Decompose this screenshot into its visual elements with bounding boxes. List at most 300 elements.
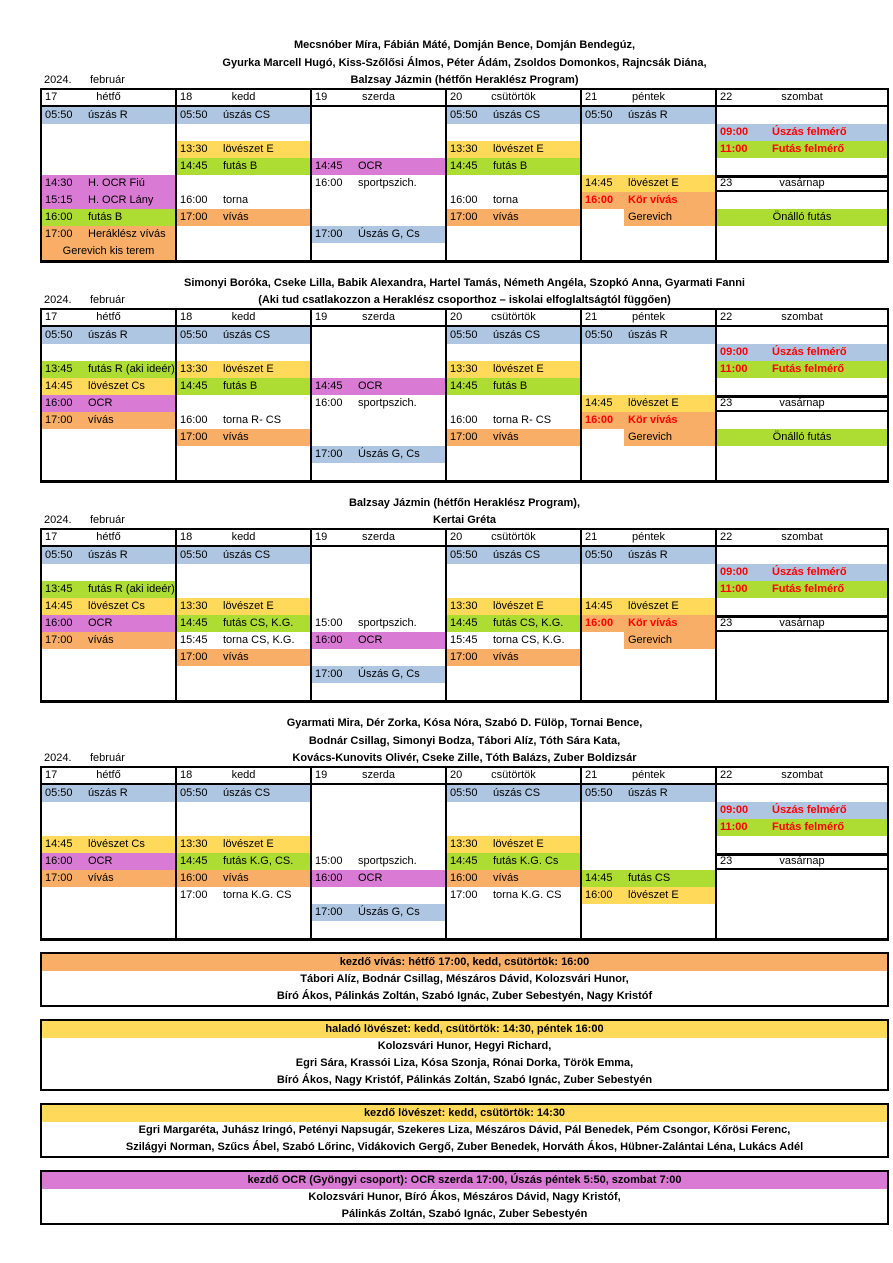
schedule-cell (447, 615, 580, 632)
day-name: hétfő (96, 769, 121, 781)
schedule-cell (582, 581, 715, 598)
year-label: 2024. (44, 514, 72, 526)
cell-label: vívás (493, 431, 519, 443)
cell-label: vívás (223, 211, 249, 223)
cell-time: 05:50 (180, 787, 208, 799)
schedule-cell (312, 785, 445, 802)
day-name: péntek (631, 91, 666, 103)
schedule-cell (447, 649, 580, 666)
schedule-cell (447, 904, 580, 921)
day-name: kedd (231, 531, 256, 543)
table-title-line: Gyarmati Mira, Dér Zorka, Kósa Nóra, Szabó D. Fülöp, Tornai Bence, (286, 717, 643, 729)
cell-label: Heráklész vívás (88, 228, 166, 240)
schedule-cell (717, 887, 887, 904)
schedule-cell (177, 327, 310, 344)
schedule-cell (42, 226, 175, 243)
cell-time: 17:00 (450, 651, 478, 663)
day-header-17 (42, 90, 175, 107)
cell-label: úszás CS (493, 549, 541, 561)
day-column-20 (447, 530, 582, 700)
cell-label: úszás R (88, 787, 128, 799)
schedule-cell (177, 853, 310, 870)
schedule-cell (177, 175, 310, 192)
cell-time: 05:50 (585, 109, 613, 121)
cell-time: 05:50 (450, 329, 478, 341)
schedule-week-group-2 (40, 274, 889, 483)
day-column-21 (582, 90, 717, 260)
day-column-19 (312, 90, 447, 260)
schedule-cell (312, 632, 445, 649)
day-header-20 (447, 768, 580, 785)
day-column-22 (717, 768, 887, 938)
note-name-line: Kolozsvári Hunor, Bíró Ákos, Mészáros Dávid, Nagy Kristóf, (308, 1191, 621, 1203)
schedule-cell (717, 564, 887, 581)
cell-time: 14:30 (45, 177, 73, 189)
day-number: 21 (585, 531, 598, 543)
cell-time: 17:00 (315, 448, 343, 460)
schedule-cell (582, 463, 715, 480)
schedule-cell (177, 615, 310, 632)
schedule-cell (177, 361, 310, 378)
schedule-cell (42, 853, 175, 870)
schedule-cell (582, 429, 715, 446)
schedule-cell (177, 598, 310, 615)
cell-label: H. OCR Lány (88, 194, 154, 206)
schedule-cell (447, 141, 580, 158)
schedule-cell (582, 649, 715, 666)
cell-time: 15:45 (450, 634, 478, 646)
schedule-cell (312, 564, 445, 581)
day-column-19 (312, 768, 447, 938)
day-name: szombat (781, 311, 823, 323)
day-number: 17 (45, 531, 58, 543)
day-number: 18 (180, 91, 193, 103)
cell-label: lövészet E (223, 838, 274, 850)
week-grid (40, 88, 889, 263)
schedule-cell (582, 904, 715, 921)
schedule-cell (447, 666, 580, 683)
schedule-cell (312, 921, 445, 938)
cell-time: 14:45 (180, 855, 208, 867)
cell-time: 16:00 (45, 397, 73, 409)
note-box-kezdo-loveszet (40, 1103, 889, 1158)
schedule-cell (42, 463, 175, 480)
cell-label: OCR (358, 634, 383, 646)
cell-time: 14:45 (450, 855, 478, 867)
table-title-line: Bodnár Csillag, Simonyi Bodza, Tábori Alíz, Tóth Sára Kata, (308, 735, 621, 747)
cell-label: Úszás G, Cs (358, 906, 420, 918)
schedule-cell (312, 327, 445, 344)
cell-label: torna (223, 194, 249, 206)
cell-time: 16:00 (45, 855, 73, 867)
cell-time: 13:30 (450, 600, 478, 612)
cell-label: vívás (493, 651, 519, 663)
schedule-cell (582, 819, 715, 836)
schedule-cell (447, 107, 580, 124)
schedule-cell (717, 124, 887, 141)
day-number: 17 (45, 769, 58, 781)
cell-label: Úszás felmérő (772, 346, 847, 358)
schedule-cell (312, 870, 445, 887)
cell-label: úszás R (88, 329, 128, 341)
day-name: hétfő (96, 531, 121, 543)
schedule-cell (447, 887, 580, 904)
cell-label: lövészet E (628, 889, 679, 901)
schedule-cell (177, 107, 310, 124)
cell-label: sportpszich. (358, 855, 417, 867)
cell-label: sportpszich. (358, 177, 417, 189)
table-meta-row (40, 292, 889, 308)
day-number: 23 (720, 855, 733, 867)
schedule-cell (42, 649, 175, 666)
cell-time: 14:45 (315, 380, 343, 392)
schedule-cell (177, 564, 310, 581)
schedule-cell (717, 361, 887, 378)
schedule-cell (177, 802, 310, 819)
note-name-line: Bíró Ákos, Nagy Kristóf, Pálinkás Zoltán, Szabó Ignác, Zuber Sebestyén (276, 1074, 653, 1086)
schedule-cell (177, 446, 310, 463)
day-name: hétfő (96, 91, 121, 103)
schedule-cell (447, 361, 580, 378)
day-number: 18 (180, 769, 193, 781)
table-title-block (40, 274, 889, 292)
schedule-cell (42, 598, 175, 615)
cell-label: vívás (88, 634, 114, 646)
cell-label: vívás (223, 872, 249, 884)
cell-label: Futás felmérő (772, 821, 845, 833)
cell-label: Önálló futás (772, 431, 832, 443)
cell-label: OCR (88, 397, 113, 409)
schedule-cell (177, 412, 310, 429)
cell-time: 05:50 (45, 329, 73, 341)
schedule-cell (582, 378, 715, 395)
cell-label: Futás felmérő (772, 583, 845, 595)
day-header-21 (582, 530, 715, 547)
schedule-cell (717, 904, 887, 921)
cell-label: vívás (88, 414, 114, 426)
day-name: szerda (361, 91, 396, 103)
schedule-cell (42, 175, 175, 192)
cell-label: Úszás G, Cs (358, 668, 420, 680)
schedule-cell (717, 344, 887, 361)
day-header-22 (717, 90, 887, 107)
cell-label: futás B (223, 380, 258, 392)
schedule-cell (177, 378, 310, 395)
schedule-cell (177, 547, 310, 564)
table-title-block (40, 36, 889, 72)
day-name: szombat (781, 91, 823, 103)
cell-label: lövészet E (628, 397, 679, 409)
day-number: 20 (450, 769, 463, 781)
cell-time: 05:50 (45, 109, 73, 121)
day-number: 21 (585, 91, 598, 103)
day-header-20 (447, 90, 580, 107)
schedule-cell (582, 632, 715, 649)
schedule-cell (582, 327, 715, 344)
cell-label: futás B (223, 160, 258, 172)
day-header-18 (177, 768, 310, 785)
cell-time: 13:30 (450, 838, 478, 850)
note-header: haladó lövészet: kedd, csütörtök: 14:30, péntek 16:00 (42, 1021, 887, 1038)
day-number: 23 (720, 177, 733, 189)
cell-label: OCR (358, 380, 383, 392)
schedule-cell (447, 446, 580, 463)
table-title-line: Balzsay Jázmin (hétfőn Heraklész Program), (348, 497, 581, 509)
schedule-cell (582, 226, 715, 243)
cell-label: OCR (88, 855, 113, 867)
schedule-cell (582, 564, 715, 581)
schedule-cell (42, 124, 175, 141)
schedule-cell (42, 666, 175, 683)
schedule-cell (312, 802, 445, 819)
day-column-17 (42, 768, 177, 938)
schedule-cell (447, 581, 580, 598)
schedule-cell (447, 598, 580, 615)
schedule-cell (447, 243, 580, 260)
day-number: 22 (720, 311, 733, 323)
cell-time: 14:45 (180, 160, 208, 172)
schedule-cell (42, 429, 175, 446)
cell-label: torna R- CS (223, 414, 282, 426)
day-name: péntek (631, 311, 666, 323)
schedule-cell (447, 412, 580, 429)
month-label: február (90, 514, 125, 526)
cell-time: 13:30 (450, 363, 478, 375)
cell-time: 15:00 (315, 855, 343, 867)
schedule-cell (717, 802, 887, 819)
schedule-cell (42, 412, 175, 429)
table-title-line: Simonyi Boróka, Cseke Lilla, Babik Alexandra, Hartel Tamás, Németh Angéla, Szopkó Anna, Gyarmati Fanni (184, 277, 745, 289)
cell-time: 14:45 (315, 160, 343, 172)
schedule-cell (42, 209, 175, 226)
table-meta-row (40, 512, 889, 528)
schedule-cell (42, 887, 175, 904)
cell-time: 16:00 (315, 177, 343, 189)
day-column-19 (312, 310, 447, 480)
schedule-cell (582, 361, 715, 378)
cell-time: 11:00 (720, 821, 748, 833)
schedule-cell (42, 158, 175, 175)
schedule-cell (312, 836, 445, 853)
cell-label: Úszás felmérő (772, 804, 847, 816)
schedule-cell (717, 836, 887, 853)
schedule-cell (177, 192, 310, 209)
schedule-cell (582, 887, 715, 904)
schedule-cell (717, 327, 887, 344)
day-name: kedd (231, 311, 256, 323)
cell-label: vívás (493, 872, 519, 884)
day-number: 19 (315, 91, 328, 103)
cell-time: 11:00 (720, 583, 748, 595)
day-name: vasárnap (779, 397, 825, 409)
cell-time: 05:50 (180, 549, 208, 561)
schedule-cell (447, 429, 580, 446)
cell-time: 16:00 (315, 634, 343, 646)
cell-time: 16:00 (585, 194, 614, 206)
cell-time: 05:50 (45, 549, 73, 561)
cell-time: 13:45 (45, 363, 73, 375)
day-number: 22 (720, 91, 733, 103)
cell-time: 09:00 (720, 566, 749, 578)
cell-label: futás B (493, 380, 528, 392)
cell-label: futás B (493, 160, 528, 172)
schedule-cell (447, 785, 580, 802)
cell-label: futás K.G, CS. (223, 855, 294, 867)
schedule-cell (312, 683, 445, 700)
schedule-cell (447, 344, 580, 361)
day-column-20 (447, 310, 582, 480)
cell-label: Gerevich (628, 211, 673, 223)
schedule-cell (717, 226, 887, 243)
schedule-cell (582, 141, 715, 158)
cell-label: futás CS, K.G. (493, 617, 564, 629)
day-header-19 (312, 768, 445, 785)
cell-time: 13:45 (45, 583, 73, 595)
table-title-line: Gyurka Marcell Hugó, Kiss-Szőlősi Álmos, Péter Ádám, Zsoldos Domonkos, Rajncsák Diána, (222, 57, 707, 69)
cell-label: H. OCR Fiú (88, 177, 145, 189)
schedule-cell (717, 819, 887, 836)
cell-label: torna K.G. CS (223, 889, 292, 901)
cell-label: lövészet E (493, 600, 544, 612)
table-subtitle: (Aki tud csatlakozzon a Heraklész csoporthoz – iskolai elfoglaltságtól függően) (258, 294, 671, 306)
schedule-cell (312, 666, 445, 683)
cell-time: 17:00 (45, 872, 73, 884)
schedule-cell (447, 564, 580, 581)
schedule-cell (312, 243, 445, 260)
cell-time: 05:50 (585, 549, 613, 561)
cell-label: lövészet Cs (88, 600, 145, 612)
day-header-18 (177, 310, 310, 327)
day-name: kedd (231, 91, 256, 103)
schedule-cell (177, 904, 310, 921)
day-number: 19 (315, 531, 328, 543)
schedule-cell (177, 921, 310, 938)
cell-label: lövészet Cs (88, 838, 145, 850)
schedule-cell (582, 412, 715, 429)
day-number: 20 (450, 311, 463, 323)
cell-time: 05:50 (450, 549, 478, 561)
schedule-cell (312, 649, 445, 666)
day-number: 17 (45, 311, 58, 323)
day-column-17 (42, 530, 177, 700)
year-label: 2024. (44, 74, 72, 86)
cell-time: 13:30 (180, 838, 208, 850)
day-number: 18 (180, 531, 193, 543)
schedule-cell (447, 870, 580, 887)
schedule-cell (312, 124, 445, 141)
day-header-19 (312, 310, 445, 327)
day-header-23 (717, 395, 887, 412)
schedule-cell (312, 361, 445, 378)
schedule-cell (717, 158, 887, 175)
cell-label: lövészet E (493, 363, 544, 375)
note-header: kezdő vívás: hétfő 17:00, kedd, csütörtök: 16:00 (42, 954, 887, 971)
day-header-23 (717, 175, 887, 192)
note-header: kezdő OCR (Gyöngyi csoport): OCR szerda 17:00, Úszás péntek 5:50, szombat 7:00 (42, 1172, 887, 1189)
cell-label: futás R (aki ideér) (88, 363, 175, 375)
schedule-cell (42, 564, 175, 581)
schedule-cell (312, 819, 445, 836)
day-number: 19 (315, 769, 328, 781)
schedule-cell (177, 124, 310, 141)
day-number: 20 (450, 91, 463, 103)
schedule-cell (582, 615, 715, 632)
schedule-cell (447, 921, 580, 938)
cell-time: 14:45 (450, 160, 478, 172)
schedule-cell (312, 412, 445, 429)
table-title-line: Mecsnóber Míra, Fábián Máté, Domján Bence, Domján Bendegúz, (293, 39, 636, 51)
month-label: február (90, 294, 125, 306)
cell-label: OCR (358, 872, 383, 884)
schedule-cell (177, 819, 310, 836)
schedule-cell (312, 378, 445, 395)
schedule-cell (177, 870, 310, 887)
schedule-cell (177, 141, 310, 158)
schedule-cell (447, 124, 580, 141)
cell-time: 14:45 (45, 380, 73, 392)
day-column-19 (312, 530, 447, 700)
cell-label: úszás CS (493, 787, 541, 799)
cell-label: lövészet E (493, 143, 544, 155)
cell-time: 17:00 (315, 906, 343, 918)
cell-time: 16:00 (45, 617, 73, 629)
table-subtitle: Kertai Gréta (433, 514, 496, 526)
schedule-cell (42, 870, 175, 887)
cell-label: Gerevich (628, 634, 673, 646)
schedule-cell (582, 158, 715, 175)
day-column-18 (177, 530, 312, 700)
cell-label: vívás (493, 211, 519, 223)
cell-time: 16:00 (315, 872, 343, 884)
schedule-cell (717, 666, 887, 683)
day-number: 21 (585, 311, 598, 323)
cell-label: úszás CS (493, 329, 541, 341)
cell-label: úszás CS (223, 109, 271, 121)
schedule-cell (177, 887, 310, 904)
schedule-cell (582, 785, 715, 802)
note-box-kezdo-ocr (40, 1170, 889, 1225)
schedule-cell (177, 581, 310, 598)
cell-time: 14:45 (45, 600, 73, 612)
schedule-cell (312, 141, 445, 158)
cell-label-bg (624, 209, 715, 226)
table-title-block (40, 494, 889, 512)
schedule-cell (312, 395, 445, 412)
schedule-cell (717, 785, 887, 802)
schedule-cell (312, 107, 445, 124)
cell-time: 17:00 (180, 651, 208, 663)
cell-label: Kör vívás (628, 194, 678, 206)
schedule-cell (582, 209, 715, 226)
schedule-cell (582, 853, 715, 870)
day-header-20 (447, 310, 580, 327)
week-grid (40, 308, 889, 483)
schedule-cell (582, 124, 715, 141)
day-column-22 (717, 530, 887, 700)
day-header-22 (717, 530, 887, 547)
table-subtitle: Kovács-Kunovits Olivér, Cseke Zille, Tóth Balázs, Zuber Boldizsár (292, 752, 637, 764)
year-label: 2024. (44, 752, 72, 764)
schedule-cell (717, 378, 887, 395)
schedule-week-group-1 (40, 36, 889, 263)
cell-label: Kör vívás (628, 414, 678, 426)
day-number: 22 (720, 769, 733, 781)
cell-label: vívás (88, 872, 114, 884)
schedule-cell (582, 107, 715, 124)
note-name-line: Pálinkás Zoltán, Szabó Ignác, Zuber Sebestyén (341, 1208, 588, 1220)
schedule-cell (42, 921, 175, 938)
cell-time: 05:50 (585, 787, 613, 799)
